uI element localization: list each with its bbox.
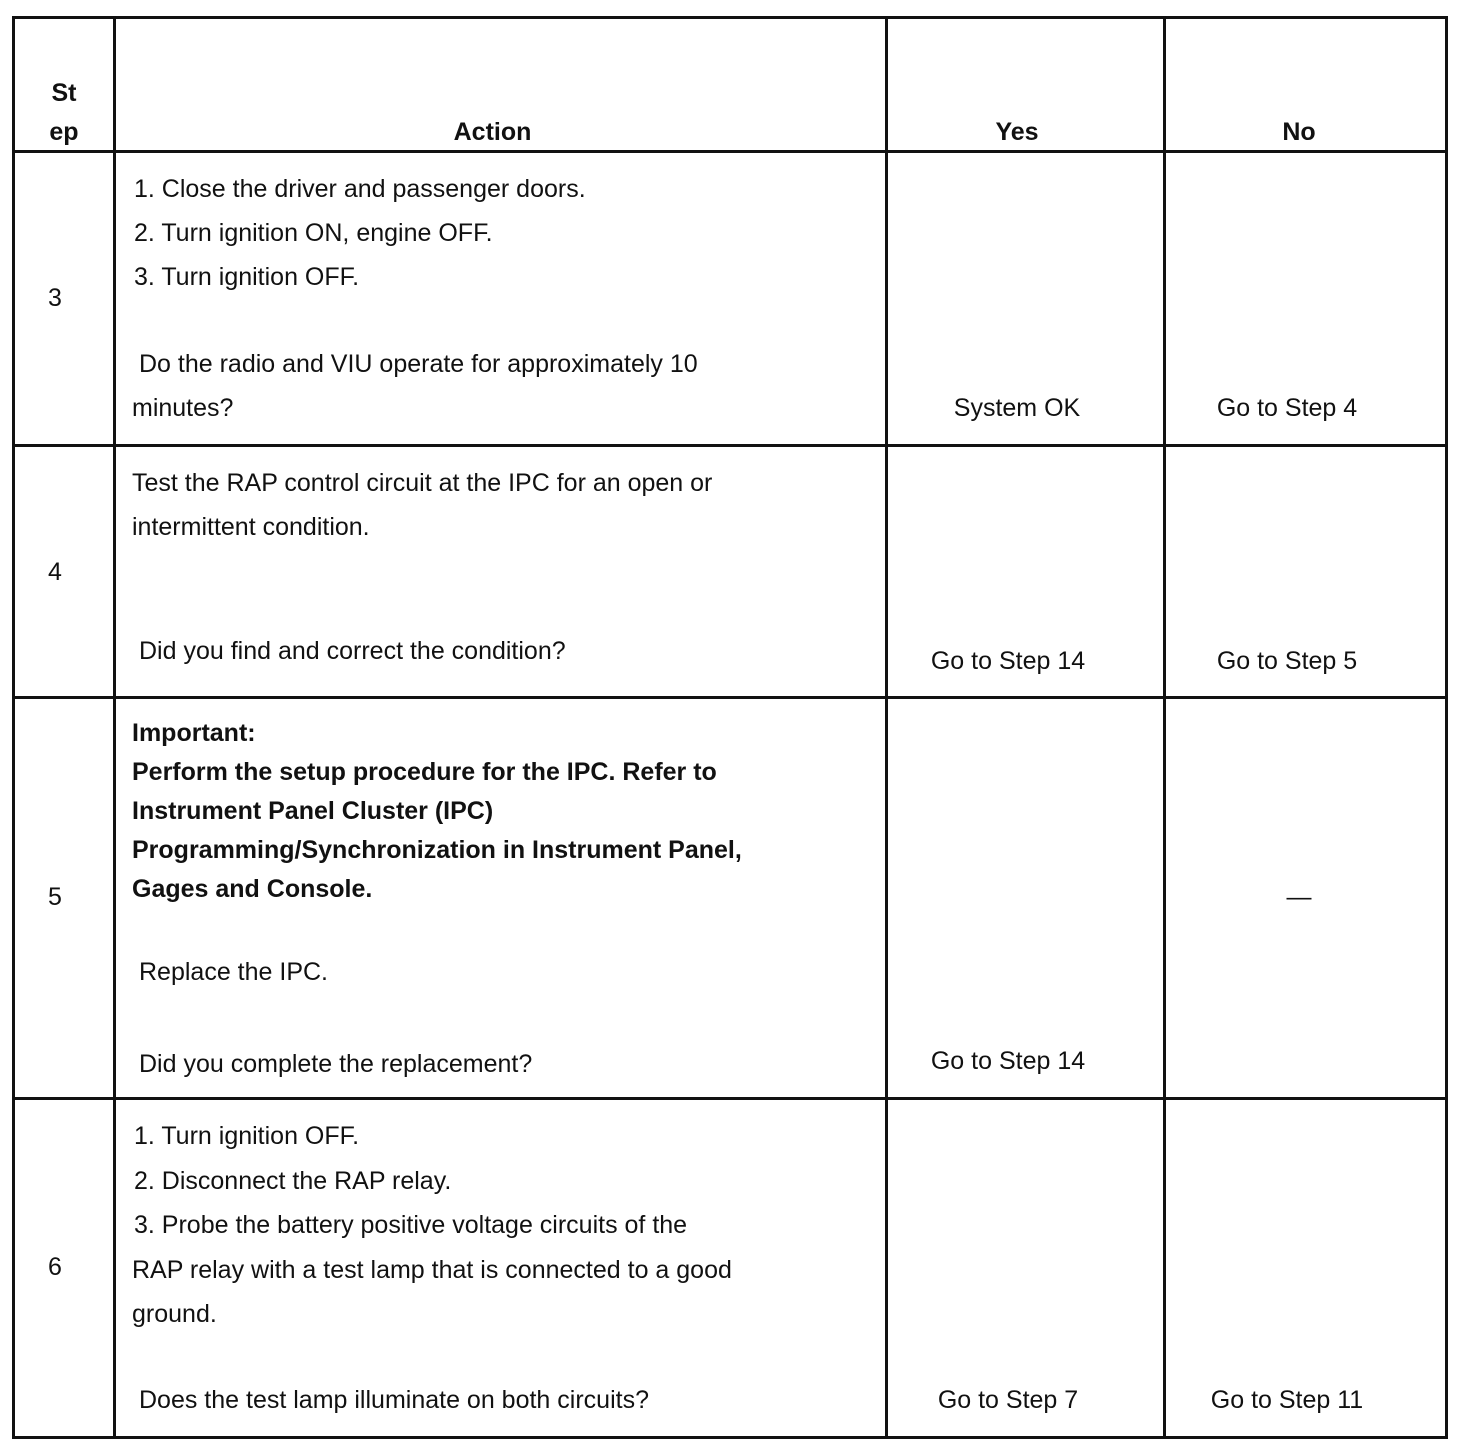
row-3-action-item-2: 2. Turn ignition ON, engine OFF. — [134, 219, 493, 247]
row-3-question-line1: Do the radio and VIU operate for approximately 10 — [139, 350, 698, 378]
row-5-action: Replace the IPC. — [139, 958, 328, 986]
row-3-step: 3 — [48, 284, 62, 312]
col-divider-yes-no — [1163, 16, 1166, 1439]
row-4-action-line1: Test the RAP control circuit at the IPC for an open or — [132, 469, 713, 497]
row-6-action-cont-line2: ground. — [132, 1300, 217, 1328]
row-6-question: Does the test lamp illuminate on both circuits? — [139, 1386, 649, 1414]
header-yes: Yes — [995, 118, 1039, 146]
header-step-line1: St — [51, 79, 77, 107]
row-3-yes: System OK — [953, 394, 1081, 422]
row-3-question-line2: minutes? — [132, 394, 234, 422]
table-border-left — [12, 16, 15, 1439]
header-action: Action — [453, 118, 532, 146]
row-6-no: Go to Step 11 — [1210, 1386, 1364, 1414]
header-divider — [12, 150, 1448, 153]
row-5-yes: Go to Step 14 — [930, 1047, 1086, 1075]
row-4-step: 4 — [48, 558, 62, 586]
row-6-action-item-1: 1. Turn ignition OFF. — [134, 1122, 360, 1150]
row-5-important-line1: Perform the setup procedure for the IPC. Refer to — [132, 758, 717, 786]
table-border-top — [12, 16, 1448, 19]
row-5-important-label: Important: — [132, 719, 256, 747]
row-divider-3-4 — [12, 444, 1448, 447]
row-divider-4-5 — [12, 696, 1448, 699]
row-3-action-item-1: 1. Close the driver and passenger doors. — [134, 175, 586, 203]
row-6-step: 6 — [48, 1253, 62, 1281]
row-4-no: Go to Step 5 — [1216, 647, 1358, 675]
row-3-no: Go to Step 4 — [1216, 394, 1358, 422]
header-no: No — [1282, 118, 1316, 146]
row-5-no: — — [1286, 883, 1312, 911]
row-5-important-line2: Instrument Panel Cluster (IPC) — [132, 797, 494, 825]
row-divider-5-6 — [12, 1097, 1448, 1100]
col-divider-step-action — [113, 16, 116, 1439]
row-4-yes: Go to Step 14 — [930, 647, 1086, 675]
row-6-action-item-3: 3. Probe the battery positive voltage circuits of the — [134, 1211, 688, 1239]
row-5-important-line4: Gages and Console. — [132, 875, 373, 903]
table-border-right — [1445, 16, 1448, 1439]
row-3-action-item-3: 3. Turn ignition OFF. — [134, 263, 360, 291]
row-4-question: Did you find and correct the condition? — [139, 637, 566, 665]
diagnostic-table — [12, 16, 1448, 1440]
col-divider-action-yes — [885, 16, 888, 1439]
row-5-step: 5 — [48, 883, 62, 911]
row-5-question: Did you complete the replacement? — [139, 1050, 533, 1078]
header-step-line2: ep — [49, 118, 79, 146]
row-6-action-cont-line1: RAP relay with a test lamp that is connected to a good — [132, 1256, 732, 1284]
row-5-important-line3: Programming/Synchronization in Instrument Panel, — [132, 836, 742, 864]
table-border-bottom — [12, 1436, 1448, 1439]
row-4-action-line2: intermittent condition. — [132, 513, 370, 541]
row-6-yes: Go to Step 7 — [937, 1386, 1079, 1414]
row-6-action-item-2: 2. Disconnect the RAP relay. — [134, 1167, 452, 1195]
